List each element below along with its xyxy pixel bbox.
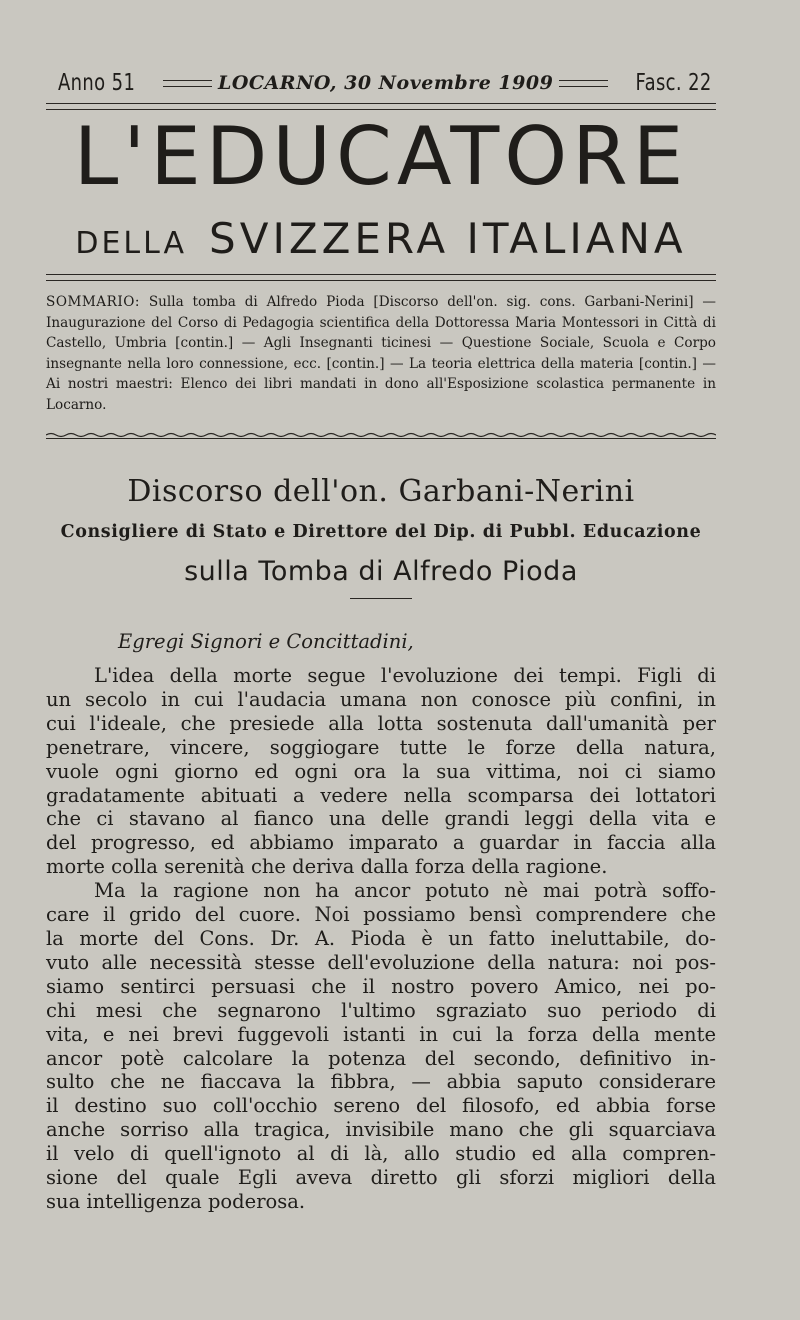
text-line: ancor potè calcolare la potenza del secondo, definitivo in-	[46, 1046, 716, 1070]
article-subtitle: sulla Tomba di Alfredo Pioda	[184, 556, 578, 587]
text-line: che ci stavano al fianco una delle grandi leggi della vita e	[46, 807, 716, 831]
text-line: il destino suo coll'occhio sereno del filosofo, ed abbia forse	[46, 1094, 716, 1118]
header-rule-right	[559, 80, 608, 87]
masthead-subtitle-large: SVIZZERA ITALIANA	[209, 214, 687, 263]
masthead-bottom-rule	[46, 274, 716, 281]
text-line: sione del quale Egli aveva diretto gli sforzi migliori della	[46, 1166, 716, 1190]
masthead-top-rule	[46, 103, 716, 110]
text-line: penetrare, vincere, soggiogare tutte le forze della natura,	[46, 735, 716, 759]
article-author-role: Consigliere di Stato e Direttore del Dip. di Pubbl. Educazione	[60, 522, 702, 542]
masthead-title: L'EDUCATORE	[73, 110, 689, 203]
text-line: sua intelligenza poderosa.	[46, 1189, 306, 1213]
masthead-subtitle	[46, 214, 716, 269]
text-line: vuto alle necessità stesse dell'evoluzione della natura: noi pos-	[46, 950, 716, 974]
header-rule-left	[163, 80, 212, 87]
text-line: morte colla serenità che deriva dalla forza della ragione.	[46, 855, 608, 879]
text-line: vita, e nei brevi fuggevoli istanti in cui la forza della mente	[46, 1022, 716, 1046]
section-divider	[46, 432, 716, 440]
issue-year: Anno 51	[58, 70, 136, 96]
text-line: chi mesi che segnarono l'ultimo sgraziato suo periodo di	[46, 998, 716, 1022]
issue-number: Fasc. 22	[635, 70, 712, 96]
salutation: Egregi Signori e Concittadini,	[118, 630, 414, 653]
text-line: gradatamente abituati a vedere nella scomparsa dei lottatori	[46, 783, 716, 807]
paragraph-2	[46, 879, 716, 1214]
text-line: la morte del Cons. Dr. A. Pioda è un fatto ineluttabile, do-	[46, 926, 716, 950]
masthead-subtitle-small: DELLA	[75, 226, 188, 261]
text-line: care il grido del cuore. Noi possiamo bensì comprendere che	[46, 903, 716, 927]
article-body	[46, 664, 716, 1214]
paragraph-1	[46, 664, 716, 879]
article-title: Discorso dell'on. Garbani-Nerini	[127, 474, 635, 509]
issue-place-date: LOCARNO, 30 Novembre 1909	[218, 72, 554, 94]
text-line: Ma la ragione non ha ancor potuto nè mai potrà soffo-	[94, 879, 716, 903]
text-line: un secolo in cui l'audacia umana non conosce più confini, in	[46, 687, 716, 711]
text-line: cui l'ideale, che presiede alla lotta sostenuta dall'umanità per	[46, 711, 716, 735]
text-line: anche sorriso alla tragica, invisibile mano che gli squarciava	[46, 1118, 716, 1142]
text-line: il velo di quell'ignoto al di là, allo studio ed alla compren-	[46, 1142, 716, 1166]
text-line: vuole ogni giorno ed ogni ora la sua vittima, noi ci siamo	[46, 759, 716, 783]
text-line: L'idea della morte segue l'evoluzione dei tempi. Figli di	[94, 664, 716, 687]
toc-label: SOMMARIO:	[46, 294, 140, 310]
title-separator	[350, 598, 412, 599]
table-of-contents	[46, 292, 716, 416]
text-line: del progresso, ed abbiamo imparato a guardar in faccia alla	[46, 831, 716, 855]
toc-text: Sulla tomba di Alfredo Pioda [Discorso dell'on. sig. cons. Garbani-Nerini] — Inaugurazione del Corso di Pedagogia scientifica della Dottoressa Maria Montessori in Città di Castello, Umbria [contin.] — Agli Insegnanti ticinesi — Questione Sociale, Scuola e Corpo insegnante nella loro connessione, ecc. [contin.] — La teoria elettrica della materia [contin.] — Ai nostri maestri: Elenco dei libri mandati in dono all'Esposizione scolastica permanente in Locarno.	[46, 294, 716, 413]
text-line: sulto che ne fiaccava la fibbra, — abbia saputo considerare	[46, 1070, 716, 1094]
text-line: siamo sentirci persuasi che il nostro povero Amico, nei po-	[46, 974, 716, 998]
issue-header	[58, 66, 712, 100]
